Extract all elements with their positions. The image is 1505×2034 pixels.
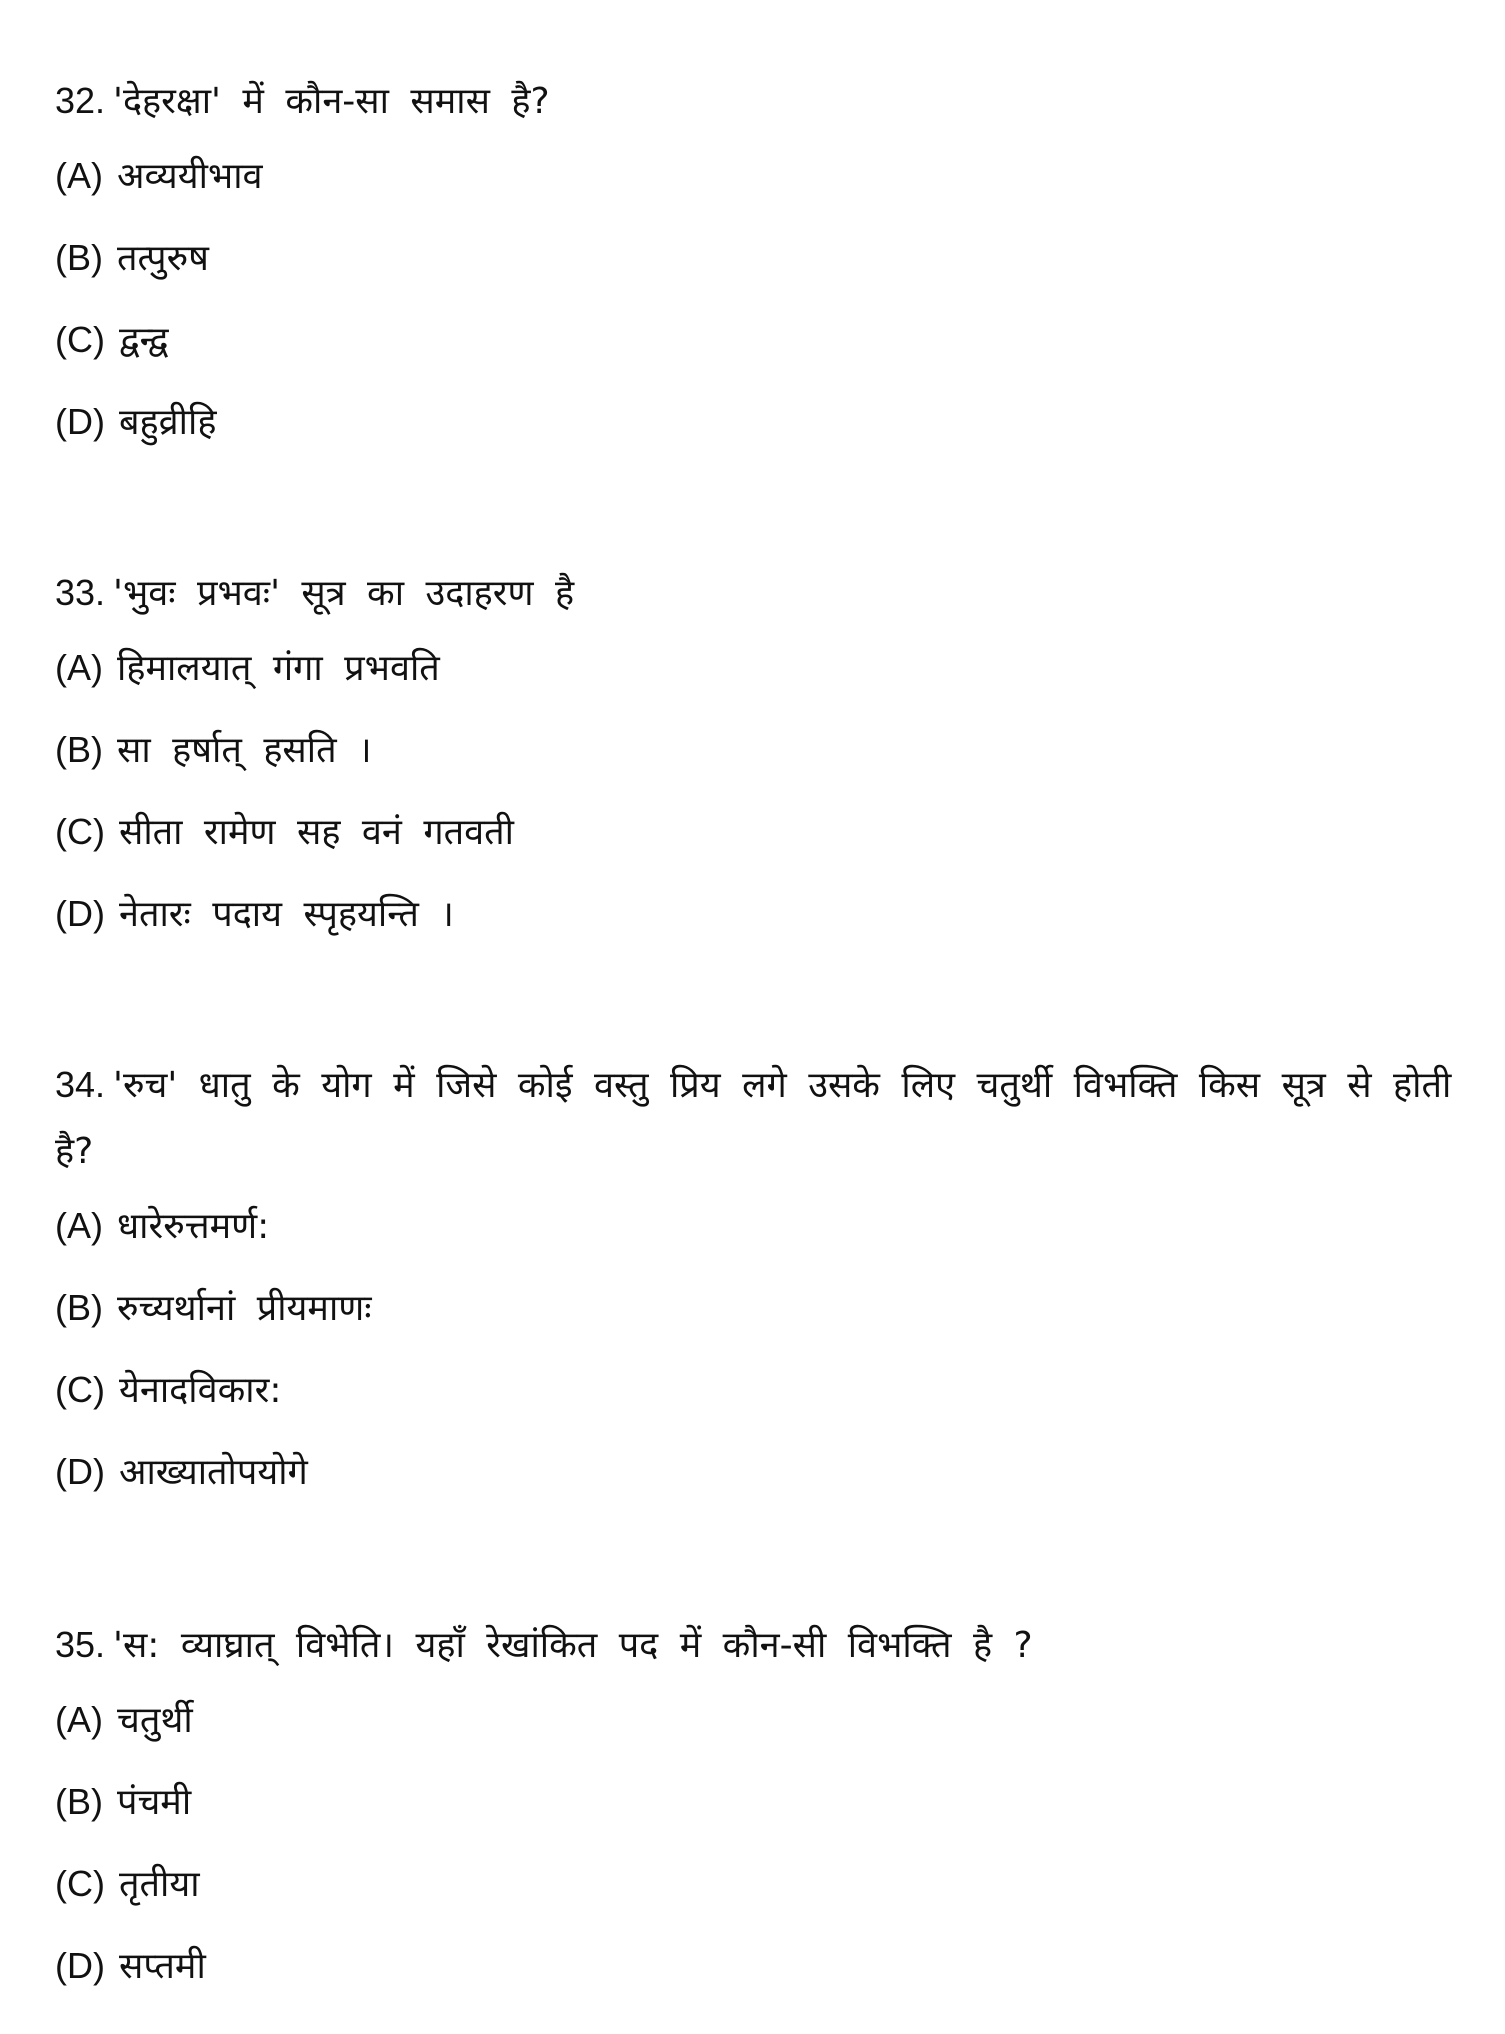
option-d[interactable] [55,873,1475,955]
option-b[interactable] [55,1267,1475,1349]
question-stem [55,1612,1475,1679]
option-label: (D) [55,1451,105,1492]
option-text: तृतीया [118,1864,200,1905]
option-label: (C) [55,1369,105,1410]
option-d[interactable] [55,1925,1475,2007]
option-text: सप्तमी [118,1946,206,1987]
option-text: धारेरुत्तमर्ण: [117,1206,270,1247]
question-32 [55,68,1475,463]
option-label: (B) [55,729,103,770]
question-text: 'देहरक्षा' में कौन-सा समास है? [113,81,550,122]
option-c[interactable] [55,299,1475,381]
option-text: पंचमी [117,1782,192,1823]
option-label: (D) [55,1945,105,1986]
question-stem [55,560,1475,627]
option-text: चतुर्थी [117,1700,193,1741]
option-a[interactable] [55,627,1475,709]
option-text: नेतारः पदाय स्पृहयन्ति । [118,894,454,935]
question-number: 32. [55,80,106,121]
option-c[interactable] [55,1843,1475,1925]
option-text: अव्ययीभाव [117,156,263,197]
option-label: (A) [55,1699,103,1740]
option-label: (D) [55,401,105,442]
question-text: 'रुच' धातु के योग में जिसे कोई वस्तु प्रिय लगे उसके लिए चतुर्थी विभक्ति किस सूत्र से होती है? [55,1065,1452,1172]
option-label: (A) [55,647,103,688]
question-stem [55,68,1475,135]
question-number: 34. [55,1064,106,1105]
question-number: 35. [55,1624,106,1665]
question-text: 'भुवः प्रभवः' सूत्र का उदाहरण है [113,573,575,614]
option-label: (C) [55,1863,105,1904]
option-d[interactable] [55,381,1475,463]
option-label: (C) [55,319,105,360]
question-stem [55,1052,1475,1185]
option-c[interactable] [55,791,1475,873]
option-d[interactable] [55,1431,1475,1513]
option-c[interactable] [55,1349,1475,1431]
option-label: (A) [55,155,103,196]
question-35 [55,1612,1475,2007]
option-b[interactable] [55,217,1475,299]
option-a[interactable] [55,1185,1475,1267]
option-a[interactable] [55,135,1475,217]
option-text: बहुव्रीहि [118,402,217,443]
option-text: द्वन्द्व [118,320,169,361]
option-b[interactable] [55,709,1475,791]
option-text: सीता रामेण सह वनं गतवती [118,812,514,853]
option-text: रुच्यर्थानां प्रीयमाणः [117,1288,372,1329]
question-34 [55,1052,1475,1513]
option-text: हिमालयात् गंगा प्रभवति [117,648,440,689]
option-label: (D) [55,893,105,934]
option-text: आख्यातोपयोगे [118,1452,308,1493]
question-text: 'स: व्याघ्रात् विभेति। यहाँ रेखांकित पद में कौन-सी विभक्ति है ? [113,1625,1033,1666]
option-label: (B) [55,1781,103,1822]
option-a[interactable] [55,1679,1475,1761]
option-text: सा हर्षात् हसति । [117,730,372,771]
option-text: येनादविकार: [118,1370,282,1411]
option-label: (B) [55,237,103,278]
option-label: (A) [55,1205,103,1246]
option-label: (B) [55,1287,103,1328]
option-label: (C) [55,811,105,852]
question-33 [55,560,1475,955]
option-b[interactable] [55,1761,1475,1843]
question-number: 33. [55,572,106,613]
option-text: तत्पुरुष [117,238,209,279]
